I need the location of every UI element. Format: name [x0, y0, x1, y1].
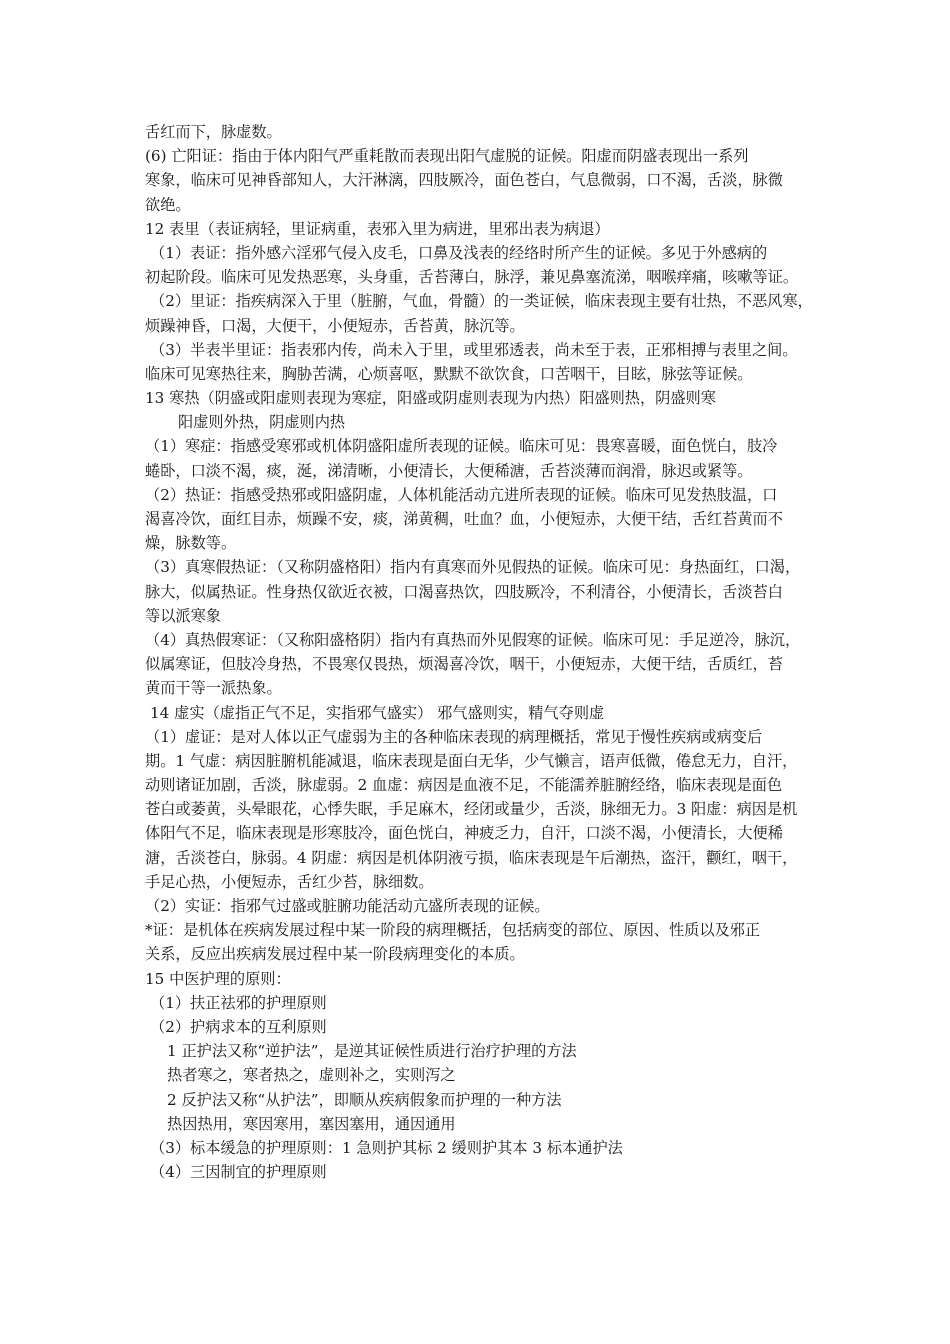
text-line: （2）里证：指疾病深入于里（脏腑，气血，骨髓）的一类证候，临床表现主要有壮热，不恶风寒， [150, 292, 813, 311]
text-line: 1 正护法又称“逆护法”，是逆其证候性质进行治疗护理的方法 [167, 1042, 577, 1061]
text-line: 等以派寒象 [145, 606, 221, 625]
text-line: 14 虚实（虚指正气不足，实指邪气盛实） 邪气盛则实，精气夺则虚 [150, 703, 605, 722]
text-line: （2）护病求本的互利原则 [150, 1017, 327, 1036]
text-line: （3）半表半里证：指表邪内传，尚未入于里，或里邪透表，尚未至于表，正邪相搏与表里之间。 [150, 340, 798, 359]
text-line: （4）真热假寒证：（又称阳盛格阴）指内有真热而外见假寒的证候。临床可见：手足逆冷，脉沉， [145, 630, 801, 649]
text-line: 初起阶段。临床可见发热恶寒，头身重，舌苔薄白，脉浮，兼见鼻塞流涕，咽喉痒痛，咳嗽等证。 [145, 268, 799, 287]
text-line: 燥，脉数等。 [145, 534, 237, 553]
text-line: 寒象，临床可见神昏部知人，大汗淋漓，四肢厥冷，面色苍白，气息微弱，口不渴，舌淡，脉微 [145, 171, 783, 190]
text-line: 15 中医护理的原则： [145, 969, 291, 988]
text-line: （4）三因制宜的护理原则 [150, 1163, 327, 1182]
text-line: （3）真寒假热证：（又称阴盛格阳）指内有真寒而外见假热的证候。临床可见：身热面红，口渴， [145, 558, 801, 577]
text-line: （1）扶正祛邪的护理原则 [150, 993, 327, 1012]
text-line: 临床可见寒热往来，胸胁苦满，心烦喜呕，默默不欲饮食，口苦咽干，目眩，脉弦等证候。 [145, 364, 753, 383]
text-line: （2）热证：指感受热邪或阳盛阴虚，人体机能活动亢进所表现的证候。临床可见发热肢温，口 [145, 485, 778, 504]
text-line: 13 寒热（阴盛或阳虚则表现为寒症，阳盛或阴虚则表现为内热）阳盛则热，阴盛则寒 [145, 389, 716, 408]
text-line: 动则诸证加剧，舌淡，脉虚弱。2 血虚：病因是血液不足，不能濡养脏腑经络，临床表现是面色 [145, 776, 783, 795]
text-line: （3）标本缓急的护理原则：1 急则护其标 2 缓则护其本 3 标本通护法 [150, 1138, 623, 1157]
text-line: 2 反护法又称“从护法”，即顺从疾病假象而护理的一种方法 [167, 1090, 562, 1109]
text-line: 蜷卧，口淡不渴，痰，涎，涕清晰，小便清长，大便稀溏，舌苔淡薄而润滑，脉迟或紧等。 [145, 461, 753, 480]
text-line: 渴喜冷饮，面红目赤，烦躁不安，痰，涕黄稠，吐血？血，小便短赤，大便干结，舌红苔黄而不 [145, 510, 783, 528]
text-line: （1）虚证：是对人体以正气虚弱为主的各种临床表现的病理概括，常见于慢性疾病或病变后 [145, 727, 763, 746]
text-line: 舌红而下，脉虚数。 [145, 123, 282, 141]
text-line: 手足心热，小便短赤，舌红少苔，脉细数。 [145, 872, 434, 891]
text-line: 欲绝。 [145, 195, 191, 214]
text-line: 脉大，似属热证。性身热仅欲近衣被，口渴喜热饮，四肢厥冷，不利清谷，小便清长，舌淡苔白 [145, 582, 783, 601]
text-line: 溏，舌淡苍白，脉弱。4 阴虚：病因是机体阴液亏损，临床表现是午后潮热，盗汗，颧红，咽干， [145, 848, 798, 867]
text-line: （2）实证：指邪气过盛或脏腑功能活动亢盛所表现的证候。 [145, 897, 550, 915]
text-line: *证：是机体在疾病发展过程中某一阶段的病理概括，包括病变的部位、原因、性质以及邪正 [145, 921, 761, 940]
text-line: （1）寒症：指感受寒邪或机体阴盛阳虚所表现的证候。临床可见：畏寒喜暖，面色恍白，肢冷 [145, 437, 778, 456]
text-line: (6) 亡阳证：指由于体内阳气严重耗散而表现出阳气虚脱的证候。阳虚而阴盛表现出一系列 [145, 147, 749, 166]
text-line: 期。1 气虚：病因脏腑机能减退，临床表现是面白无华，少气懒言，语声低微，倦怠无力，自汗， [145, 751, 798, 770]
text-line: 关系，反应出疾病发展过程中某一阶段病理变化的本质。 [145, 945, 525, 964]
text-line: 体阳气不足，临床表现是形寒肢冷，面色恍白，神疲乏力，自汗，口淡不渴，小便清长，大便稀 [145, 824, 783, 843]
text-line: 黄而干等一派热象。 [145, 679, 282, 698]
text-line: 热者寒之，寒者热之，虚则补之，实则泻之 [167, 1066, 456, 1085]
document-body [145, 120, 817, 1184]
text-line: 阳虚则外热，阴虚则内热 [178, 413, 346, 432]
text-line: 似属寒证，但肢冷身热，不畏寒仅畏热，烦渴喜冷饮，咽干，小便短赤，大便干结，舌质红，苔 [145, 655, 783, 674]
text-line: 烦躁神昏，口渴，大便干，小便短赤，舌苔黄，脉沉等。 [145, 316, 525, 335]
text-line: 热因热用，寒因寒用，塞因塞用，通因通用 [167, 1114, 456, 1133]
text-line: 苍白或萎黄，头晕眼花，心悸失眠，手足麻木，经闭或量少，舌淡，脉细无力。3 阳虚：病因是机 [145, 800, 798, 819]
text-line: 12 表里（表证病轻，里证病重，表邪入里为病进，里邪出表为病退） [145, 219, 610, 238]
text-line: （1）表证：指外感六淫邪气侵入皮毛，口鼻及浅表的经络时所产生的证候。多见于外感病的 [150, 243, 768, 262]
